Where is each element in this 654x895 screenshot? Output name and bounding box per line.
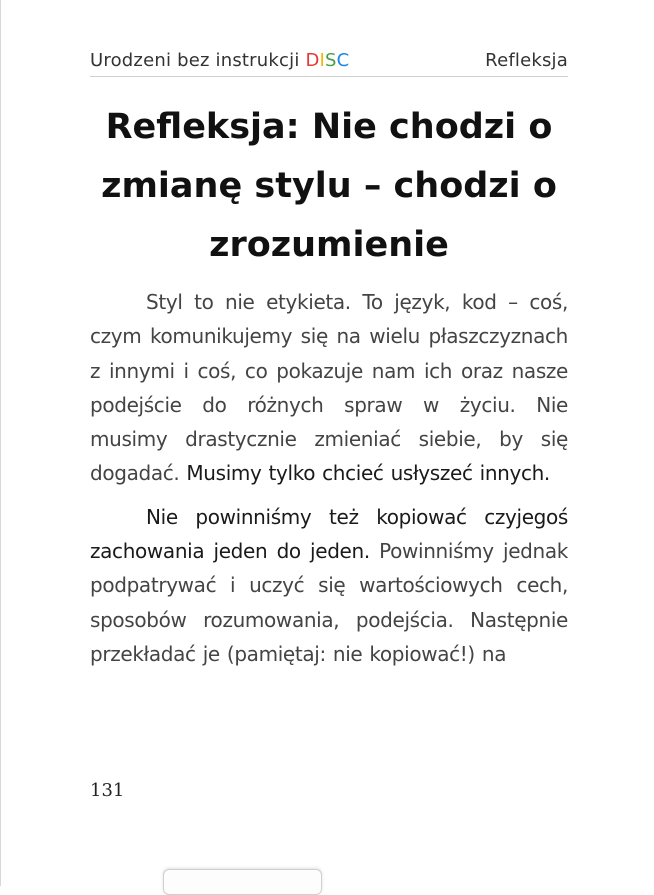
header-section-title: Refleksja [485,50,568,71]
book-title-text: Urodzeni bez instrukcji [90,50,300,71]
disc-letter-d: D [305,50,320,71]
page-edge [0,0,1,886]
page-number: 131 [90,780,125,801]
disc-letter-c: C [336,50,350,71]
paragraph-2-text: Powinniśmy jednak podpatrywać i uczyć się wartościowych cech, sposobów rozumowania, podejścia. Następnie przekładać je (pamiętaj: nie kopiować!) na [90,539,568,666]
bottom-toolbar-tab[interactable] [163,869,322,895]
paragraph-2-emphasis: Nie powinniśmy też kopiować czyjegoś zachowania jeden do jeden. [90,504,568,564]
paragraph-2 [90,500,568,671]
paragraph-1-text: Styl to nie etykieta. To język, kod – coś, czym komunikujemy się na wielu płaszczyznach z innymi i coś, co pokazuje nam ich oraz nasze podejście do różnych spraw w życiu. Nie musimy drastycznie zmieniać siebie, by się dogadać. [90,290,568,486]
chapter-title: Refleksja: Nie chodzi o zmianę stylu – chodzi o zrozumienie [101,107,557,265]
header-book-title [90,50,349,71]
paragraph-1 [90,285,568,491]
running-header [90,50,568,77]
body-text [90,285,568,680]
disc-logo [305,50,349,71]
disc-letter-s: S [325,50,337,71]
paragraph-1-emphasis: Musimy tylko chcieć usłyszeć innych. [186,461,550,486]
disc-letter-i: I [319,50,326,71]
